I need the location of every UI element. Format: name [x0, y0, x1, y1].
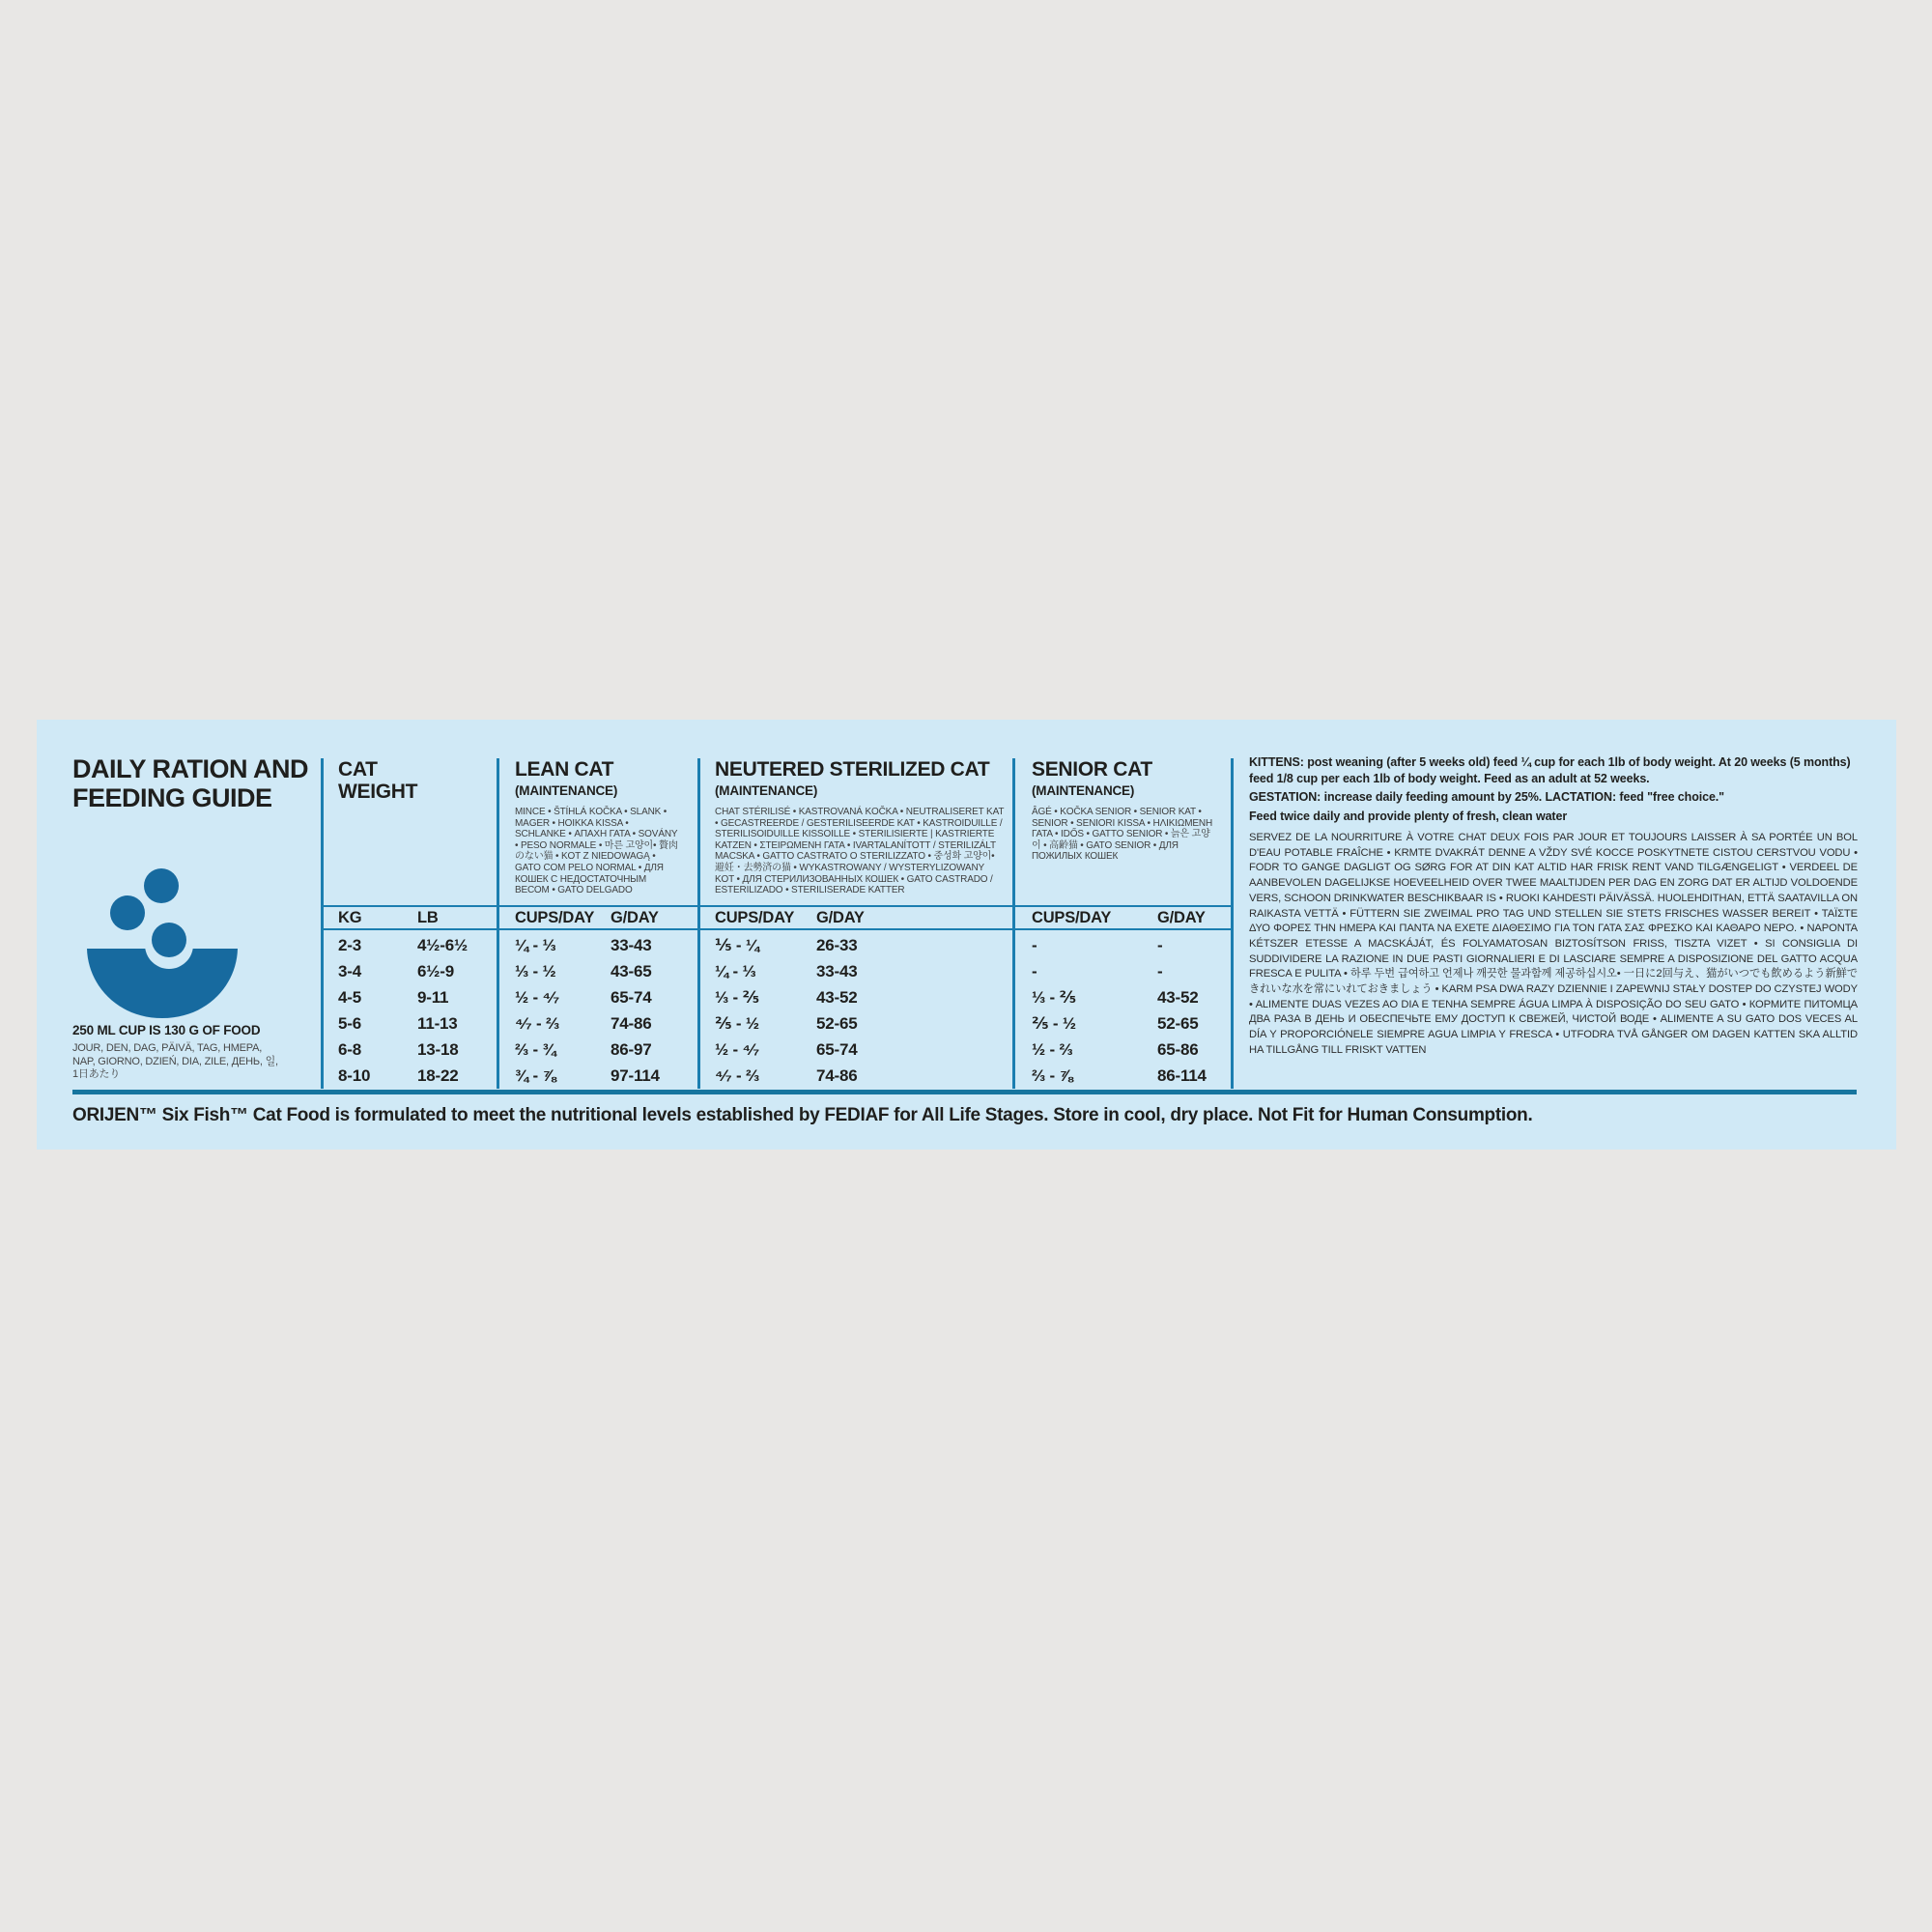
- cell-g: 26-33: [816, 935, 858, 954]
- cell-lb: 18-22: [417, 1065, 459, 1085]
- column-lean-title: LEAN CAT: [515, 758, 614, 781]
- cell-cups: ⅓ - ½: [515, 961, 556, 980]
- cell-cups: ⅔ - ¾: [515, 1039, 556, 1059]
- feed-twice-note: Feed twice daily and provide plenty of fresh, clean water: [1249, 809, 1568, 823]
- bottom-rule: [72, 1090, 1857, 1094]
- cell-g: 65-74: [816, 1039, 858, 1059]
- cell-kg: 5-6: [338, 1013, 361, 1033]
- cell-cups: ⅔ - ⅞: [1032, 1065, 1073, 1085]
- cell-g: 33-43: [611, 935, 652, 954]
- column-header-cups: CUPS/DAY: [715, 908, 795, 926]
- table-row: [324, 932, 497, 958]
- cell-g: 86-97: [611, 1039, 652, 1059]
- cell-lb: 4½-6½: [417, 935, 468, 954]
- column-neutered-subtitle: (MAINTENANCE): [715, 783, 818, 798]
- cell-cups: ½ - ⅔: [1032, 1039, 1073, 1059]
- column-senior-title: SENIOR CAT: [1032, 758, 1152, 781]
- cell-g: 52-65: [1157, 1013, 1199, 1033]
- table-row: [324, 984, 497, 1010]
- cell-g: 43-52: [816, 987, 858, 1007]
- table-row: [1015, 932, 1231, 958]
- feeding-notes: [1249, 754, 1858, 1059]
- table-row: [700, 958, 1012, 984]
- header-row-senior: [1015, 905, 1231, 930]
- kittens-note: KITTENS: post weaning (after 5 weeks old) feed ¼ cup for each 1lb of body weight. At 20 weeks (5 months) feed 1/8 cup per each 1lb of body weight. Feed as an adult at 52 weeks.: [1249, 755, 1851, 785]
- cell-g: -: [1157, 935, 1163, 954]
- column-cat-weight: [324, 758, 497, 1089]
- panel-title-line2: FEEDING GUIDE: [72, 783, 272, 812]
- gestation-note: GESTATION: increase daily feeding amount by 25%. LACTATION: feed "free choice.": [1249, 790, 1725, 804]
- cell-cups: -: [1032, 935, 1037, 954]
- cell-lb: 13-18: [417, 1039, 459, 1059]
- column-header-cups: CUPS/DAY: [1032, 908, 1112, 926]
- header-row-lean: [499, 905, 697, 930]
- day-translations: JOUR, DEN, DAG, PÄIVÄ, TAG, HMEPA, NAP, GIORNO, DZIEŃ, DIA, ZILE, ДЕНЬ, 일, 1日あたり: [72, 1042, 278, 1080]
- panel-title-line1: DAILY RATION AND: [72, 754, 309, 783]
- header-row-neutered: [700, 905, 1012, 930]
- cell-g: 86-114: [1157, 1065, 1207, 1085]
- cell-cups: ⅓ - ⅖: [1032, 987, 1076, 1007]
- column-neutered-translations: CHAT STÉRILISÉ • KASTROVANÁ KOČKA • NEUTRALISERET KAT • GECASTREERDE / GESTERILISEERDE KAT • KASTROIDUILLE / STERILISOIDUILLE KISSOILLE • STERILISIERTE | KASTRIERTE KATZEN • ΣΤΕΙΡΩΜΕΝΗ ΓΑΤΑ • IVARTALANÍTOTT / STERILIZÁLT MACSKA • GATTO CASTRATO O STERILIZZATO • 중성화 고양이• 避妊・去勢済の猫 • WYKASTROWANY / WYSTERYLIZOWANY KOT • ДЛЯ СТЕРИЛИЗОВАННЫХ КОШЕК • GATO CASTRADO / ESTERILIZADO • STERILISERADE KATTER: [715, 807, 1005, 896]
- footer-statement: ORIJEN™ Six Fish™ Cat Food is formulated to meet the nutritional levels established by FEDIAF for All Life Stages. Store in cool, dry place. Not Fit for Human Consumption.: [72, 1105, 1533, 1125]
- cell-lb: 9-11: [417, 987, 449, 1007]
- cell-cups: ⅓ - ⅖: [715, 987, 759, 1007]
- cell-cups: -: [1032, 961, 1037, 980]
- panel-title: [72, 754, 308, 812]
- table-row: [1015, 984, 1231, 1010]
- column-title-line: CAT: [338, 758, 378, 781]
- cell-kg: 8-10: [338, 1065, 371, 1085]
- cell-g: 65-74: [611, 987, 652, 1007]
- table-row: [700, 1010, 1012, 1037]
- column-header-kg: KG: [338, 908, 362, 926]
- cell-g: 74-86: [816, 1065, 858, 1085]
- table-row: [700, 932, 1012, 958]
- cell-lb: 11-13: [417, 1013, 458, 1033]
- column-lean-subtitle: (MAINTENANCE): [515, 783, 618, 798]
- table-row: [324, 958, 497, 984]
- cell-kg: 6-8: [338, 1039, 361, 1059]
- neutered-values: [700, 932, 1012, 1089]
- cup-measure-note: 250 ML CUP IS 130 G OF FOOD: [72, 1023, 261, 1037]
- cell-cups: ⁴⁄₇ - ⅔: [515, 1013, 559, 1033]
- food-bowl-icon: [75, 867, 251, 1025]
- column-neutered-cat: [700, 758, 1012, 1089]
- cell-g: 43-52: [1157, 987, 1199, 1007]
- cell-g: 43-65: [611, 961, 652, 980]
- cell-kg: 3-4: [338, 961, 361, 980]
- table-row: [499, 958, 697, 984]
- cell-cups: ¼ - ⅓: [715, 961, 756, 980]
- cell-kg: 2-3: [338, 935, 361, 954]
- cell-g: 65-86: [1157, 1039, 1199, 1059]
- table-row: [1015, 958, 1231, 984]
- table-row: [324, 1010, 497, 1037]
- senior-values: [1015, 932, 1231, 1089]
- feeding-notes-english: [1249, 754, 1858, 824]
- column-header-g: G/DAY: [1157, 908, 1206, 926]
- cell-kg: 4-5: [338, 987, 361, 1007]
- cell-cups: ⅖ - ½: [715, 1013, 759, 1033]
- divider: [1231, 758, 1234, 1089]
- column-senior-translations: ÂGÉ • KOČKA SENIOR • SENIOR KAT • SENIOR • SENIORI KISSA • ΗΛΙΚΙΩΜΕΝΗ ΓΑΤΑ • IDŐS • GATTO SENIOR • 늙은 고양이 • 高齢猫 • GATO SENIOR • ДЛЯ ПОЖИЛЫХ КОШЕК: [1032, 807, 1213, 863]
- cell-g: -: [1157, 961, 1163, 980]
- column-header-g: G/DAY: [816, 908, 865, 926]
- column-header-lb: LB: [417, 908, 439, 926]
- header-row-cat-weight: [324, 905, 497, 930]
- cell-cups: ⅕ - ¼: [715, 935, 759, 954]
- table-row: [324, 1037, 497, 1063]
- feeding-guide-panel: [37, 720, 1896, 1150]
- column-senior-subtitle: (MAINTENANCE): [1032, 783, 1135, 798]
- cell-g: 74-86: [611, 1013, 652, 1033]
- cell-g: 33-43: [816, 961, 858, 980]
- table-row: [499, 1037, 697, 1063]
- cell-cups: ⅖ - ½: [1032, 1013, 1076, 1033]
- table-row: [700, 984, 1012, 1010]
- cell-cups: ⁴⁄₇ - ⅔: [715, 1065, 759, 1085]
- feeding-notes-multilingual: SERVEZ DE LA NOURRITURE À VOTRE CHAT DEUX FOIS PAR JOUR ET TOUJOURS LAISSER À SA PORTÉE UN BOL D'EAU POTABLE FRAÎCHE • KRMTE DVAKRÁT DENNE A VŽDY SVÉ KOCCE POSKYTNETE CISTOU CERSTVOU VODU • FODR TO GANGE DAGLIGT OG SØRG FOR AT DIN KAT ALTID HAR FRISK RENT VAND TILGÆNGELIGT • VERDEEL DE AANBEVOLEN DAGELIJKSE HOEVEELHEID OVER TWEE MAALTIJDEN PER DAG EN ZORG DAT ER ALTIJD VOLDOENDE VERS, SCHOON DRINKWATER BESCHIKBAAR IS • RUOKI KAHDESTI PÄIVÄSSÄ. HUOLEHDITHAN, ETTÄ SAATAVILLA ON RAIKASTA VETTÄ • FÜTTERN SIE ZWEIMAL PRO TAG UND STELLEN SIE STETS FRISCHES WASSER BEREIT • ΤΑΪΣΤΕ ΔΥΟ ΦΟΡΕΣ ΤΗΝ ΗΜΕΡΑ ΚΑΙ ΠΑΝΤΑ ΝΑ ΕΧΕΤΕ ΔΙΑΘΕΣΙΜΟ ΓΙΑ ΤΟΝ ΓΑΤΑ ΣΑΣ ΦΡΕΣΚΟ ΚΑΙ ΚΑΘΑΡΟ ΝΕΡΟ. • NAPONTA KÉTSZER ETESSE A MACSKÁJÁT, ÉS FOLYAMATOSAN BIZTOSÍTSON FRISS, TISZTA VIZET • SI CONSIGLIA DI SUDDIVIDERE LA RAZIONE IN DUE PASTI GIORNALIERI E DI LASCIARE SEMPRE A DISPOSIZIONE DEL GATTO ACQUA FRESCA E PULITA • 하루 두번 급여하고 언제나 깨끗한 물과함께 제공하십시오• 一日に2回与え、猫がいつでも飲めるよう新鮮できれいな水を常にいれておきましょう • KARM PSA DWA RAZY DZIENNIE I ZAPEWNIJ STAŁY DOSTEP DO CZYSTEJ WODY • ALIMENTE DUAS VEZES AO DIA E TENHA SEMPRE ÁGUA LIMPA À DISPOSIÇÃO DO SEU GATO • КОРМИТЕ ПИТОМЦА ДВА РАЗА В ДЕНЬ И ОБЕСПЕЧЬТЕ ЕМУ ДОСТУП К СВЕЖЕЙ, ЧИСТОЙ ВОДЕ • ALIMENTE A SU GATO DOS VECES AL DÍA Y PROPORCIÓNELE SIEMPRE AGUA LIMPIA Y FRESCA • UTFODRA TVÅ GÅNGER OM DAGEN KATTEN SKA ALLTID HA TILLGÅNG TILL FRISKT VATTEN: [1249, 832, 1858, 1056]
- cat-weight-values: [324, 932, 497, 1089]
- column-neutered-title: NEUTERED STERILIZED CAT: [715, 758, 990, 781]
- cell-g: 52-65: [816, 1013, 858, 1033]
- cell-cups: ¾ - ⅞: [515, 1065, 556, 1085]
- lean-values: [499, 932, 697, 1089]
- table-row: [499, 1063, 697, 1089]
- cell-cups: ½ - ⁴⁄₇: [515, 987, 559, 1007]
- table-row: [1015, 1063, 1231, 1089]
- column-title-line: WEIGHT: [338, 781, 418, 803]
- table-row: [1015, 1037, 1231, 1063]
- table-row: [499, 1010, 697, 1037]
- table-row: [499, 932, 697, 958]
- table-row: [700, 1063, 1012, 1089]
- column-lean-cat: [499, 758, 697, 1089]
- column-senior-cat: [1015, 758, 1231, 1089]
- cell-cups: ½ - ⁴⁄₇: [715, 1039, 759, 1059]
- column-cat-weight-title: [324, 758, 497, 803]
- table-row: [700, 1037, 1012, 1063]
- table-row: [1015, 1010, 1231, 1037]
- cell-lb: 6½-9: [417, 961, 454, 980]
- cell-g: 97-114: [611, 1065, 660, 1085]
- column-header-cups: CUPS/DAY: [515, 908, 595, 926]
- column-lean-translations: MINCE • ŠTÍHLÁ KOČKA • SLANK • MAGER • HOIKKA KISSA • SCHLANKE • ΑΠΑΧΗ ΓΑΤΑ • SOVÁNY • PESO NORMALE • 마른 고양이• 贅肉のない猫 • KOT Z NIEDOWAGĄ • GATO COM PELO NORMAL • ДЛЯ КОШЕК С НЕДОСТАТОЧНЫМ ВЕСОМ • GATO DELGADO: [515, 807, 678, 896]
- column-header-g: G/DAY: [611, 908, 659, 926]
- cell-cups: ¼ - ⅓: [515, 935, 556, 954]
- table-row: [324, 1063, 497, 1089]
- table-row: [499, 984, 697, 1010]
